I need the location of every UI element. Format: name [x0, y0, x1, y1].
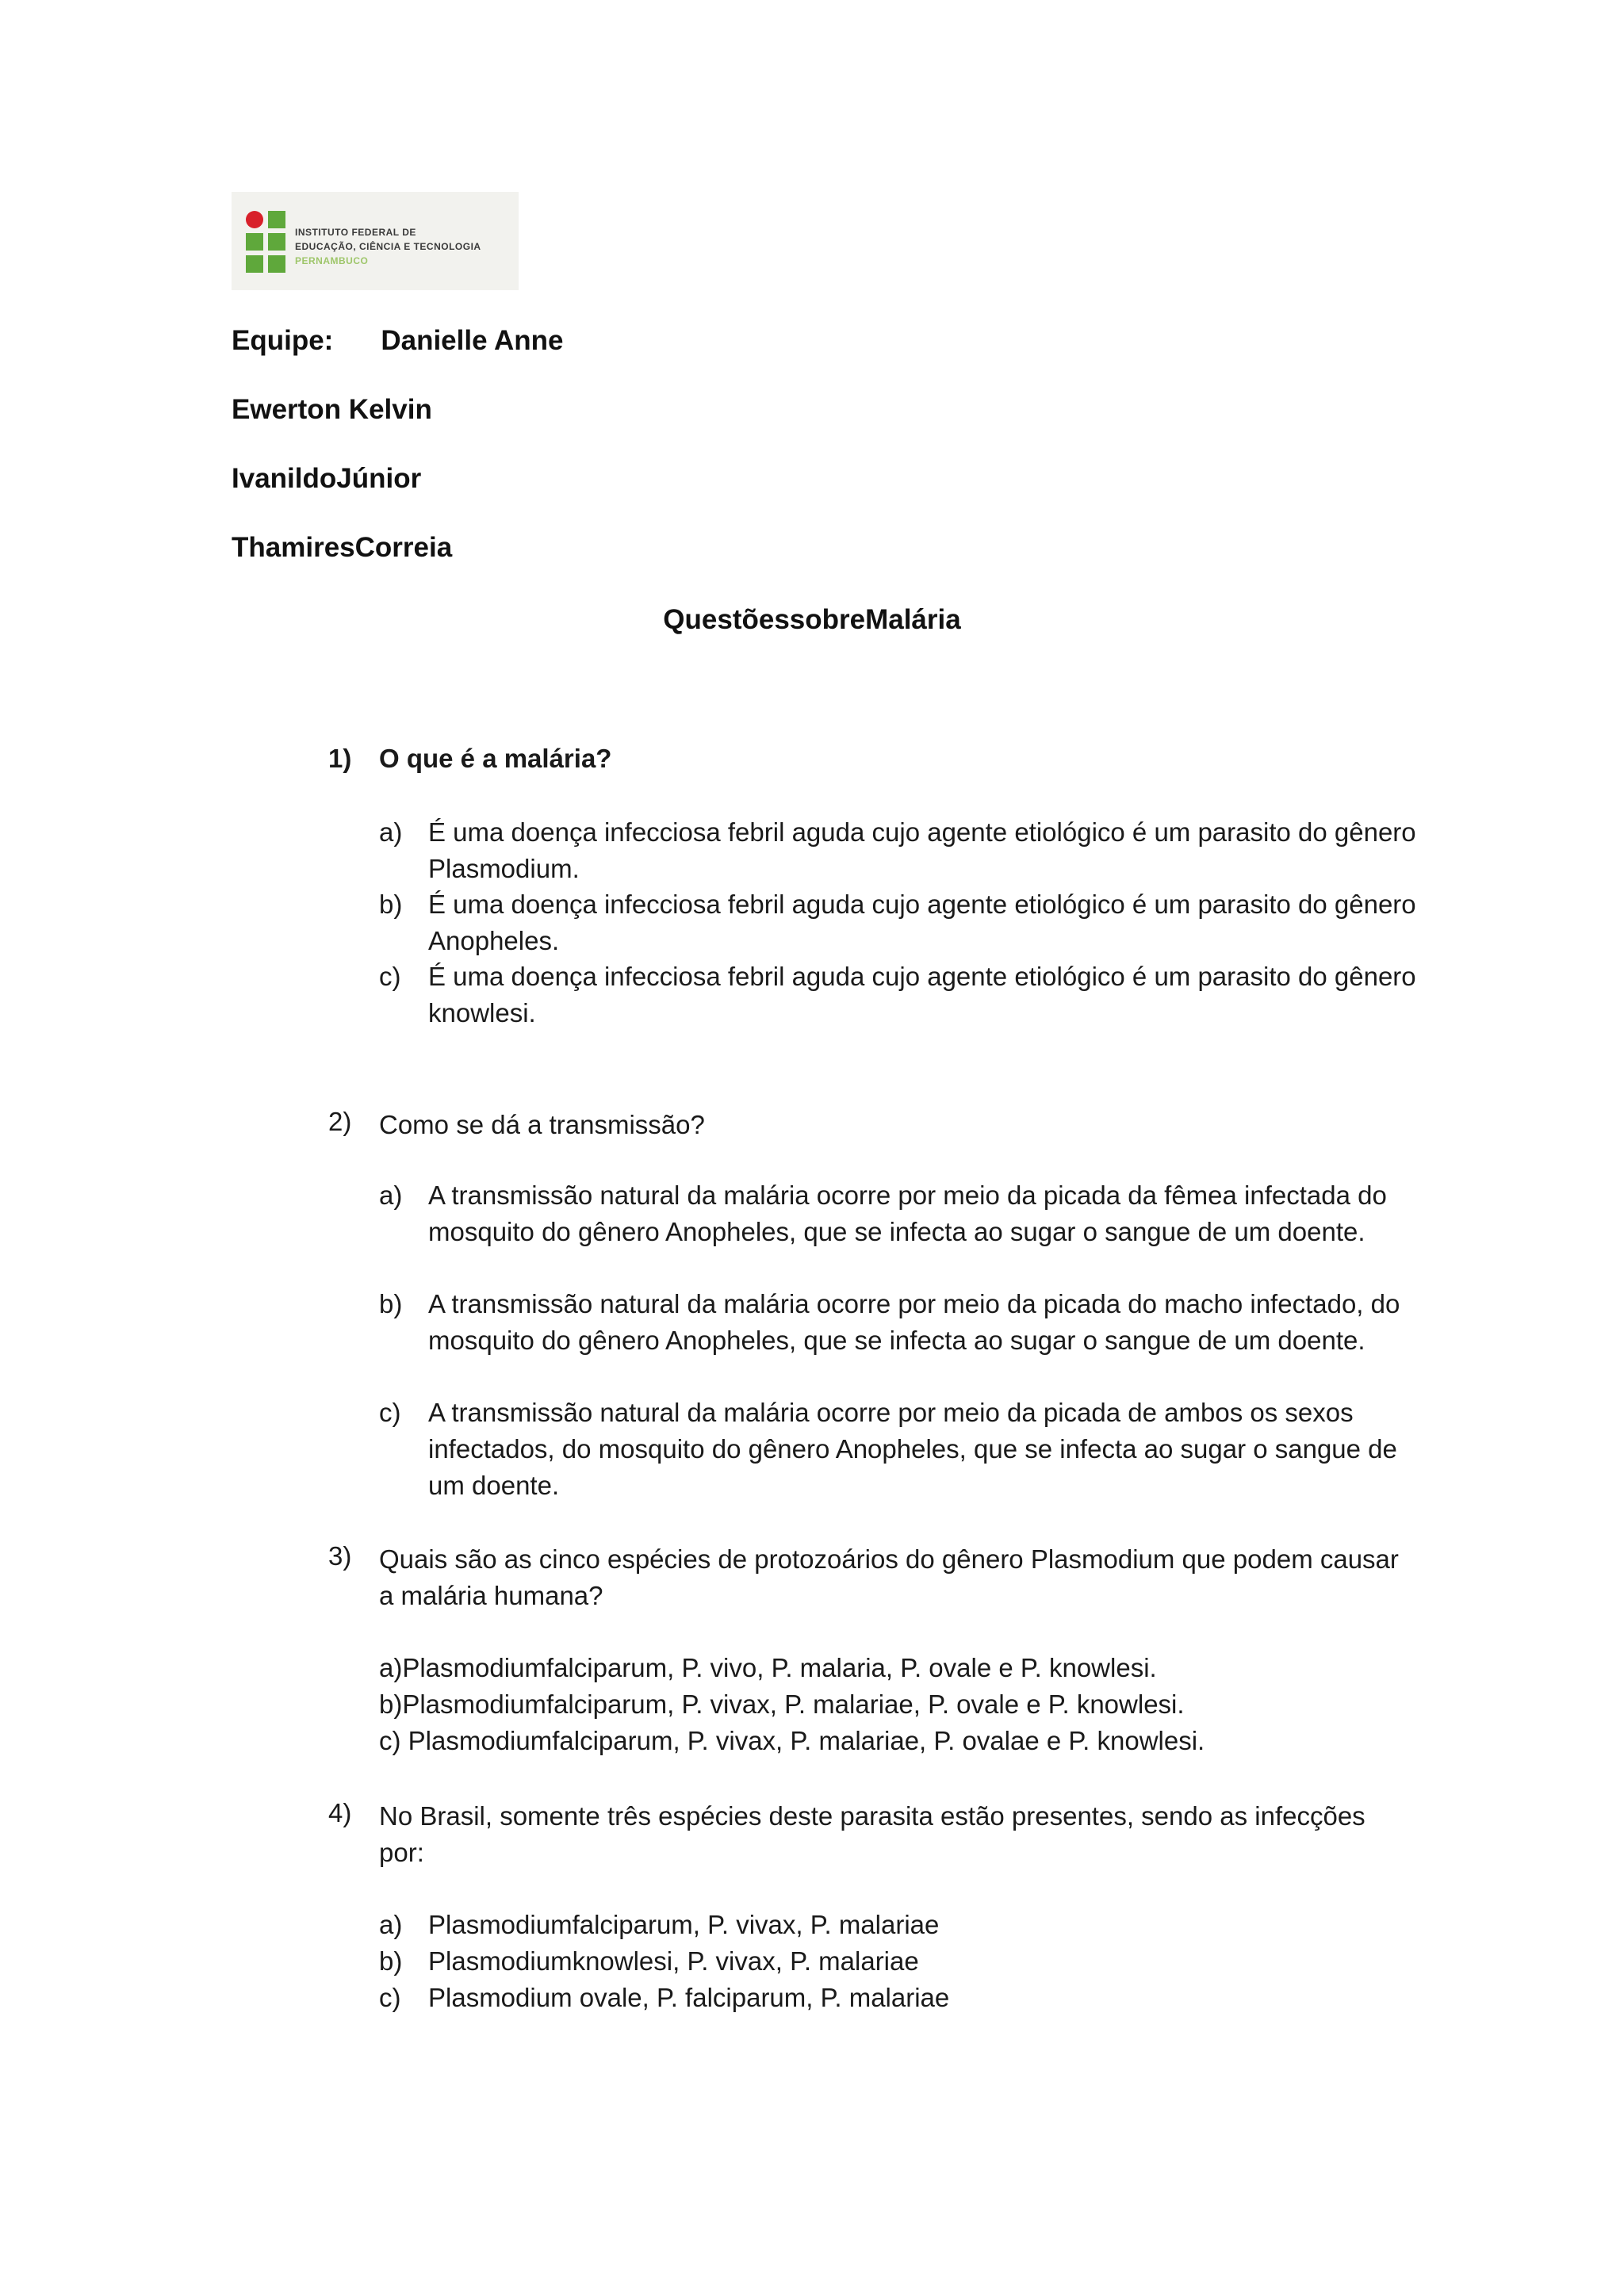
question-number: 3): [328, 1541, 352, 1571]
answer-option: [379, 1650, 1418, 1686]
question-text: O que é a malária?: [379, 744, 612, 773]
team-line: [232, 325, 563, 357]
logo-text-line3: PERNAMBUCO: [295, 255, 369, 266]
option-label: b): [379, 1946, 403, 1976]
answer-option: [379, 814, 1418, 887]
logo-square: [268, 233, 285, 251]
option-text: Plasmodiumfalciparum, P. vivax, P. malariae: [428, 1910, 940, 1939]
question-text: Quais são as cinco espécies de protozoários do gênero Plasmodium que podem causar a malária humana?: [379, 1544, 1399, 1610]
option-text: A transmissão natural da malária ocorre por meio da picada de ambos os sexos infectados, do mosquito do gênero Anopheles, que se infecta ao sugar o sangue de um doente.: [428, 1398, 1397, 1500]
answer-option: [379, 959, 1418, 1031]
answer-option: [379, 1395, 1418, 1504]
member-name: ThamiresCorreia: [232, 532, 453, 563]
option-text: A transmissão natural da malária ocorre por meio da picada da fêmea infectada do mosquito do gênero Anopheles, que se infecta ao sugar o sangue de um doente.: [428, 1181, 1387, 1246]
answer-option: [379, 1907, 1418, 1943]
answer-option: [379, 886, 1418, 959]
logo-text-line2: EDUCAÇÃO, CIÊNCIA E TECNOLOGIA: [295, 241, 481, 252]
option-label: c): [379, 1983, 401, 2012]
question-number: 4): [328, 1798, 352, 1827]
option-text: b)Plasmodiumfalciparum, P. vivax, P. malariae, P. ovale e P. knowlesi.: [379, 1689, 1185, 1719]
option-text: a)Plasmodiumfalciparum, P. vivo, P. malaria, P. ovale e P. knowlesi.: [379, 1653, 1157, 1682]
question-number: 1): [328, 744, 352, 773]
logo-square: [268, 255, 285, 273]
question-number: 2): [328, 1107, 352, 1136]
option-label: a): [379, 1181, 403, 1210]
logo-square: [246, 255, 263, 273]
answer-option: [379, 1177, 1418, 1250]
option-label: a): [379, 817, 403, 847]
member-name: Danielle Anne: [381, 325, 564, 356]
logo-square: [268, 211, 285, 228]
option-text: A transmissão natural da malária ocorre por meio da picada do macho infectado, do mosquito do gênero Anopheles, que se infecta ao sugar o sangue de um doente.: [428, 1289, 1400, 1355]
option-label: c): [379, 1398, 401, 1427]
answer-option: [379, 1980, 1418, 2016]
member-name: IvanildoJúnior: [232, 463, 422, 494]
option-text: c) Plasmodiumfalciparum, P. vivax, P. malariae, P. ovalae e P. knowlesi.: [379, 1726, 1205, 1755]
answer-option: [379, 1943, 1418, 1980]
option-text: É uma doença infecciosa febril aguda cujo agente etiológico é um parasito do gênero Anopheles.: [428, 890, 1416, 955]
logo-red-dot: [246, 211, 263, 228]
option-text: Plasmodium ovale, P. falciparum, P. malariae: [428, 1983, 950, 2012]
option-text: É uma doença infecciosa febril aguda cujo agente etiológico é um parasito do gênero Plasmodium.: [428, 817, 1416, 883]
option-label: a): [379, 1910, 403, 1939]
page-title: QuestõessobreMalária: [663, 604, 961, 635]
question-text: Como se dá a transmissão?: [379, 1110, 705, 1139]
answer-option: [379, 1723, 1418, 1759]
logo-text-line1: INSTITUTO FEDERAL DE: [295, 227, 416, 238]
member-name: Ewerton Kelvin: [232, 394, 432, 425]
equipe-label: Equipe:: [232, 325, 334, 356]
option-label: c): [379, 962, 401, 991]
option-label: b): [379, 1289, 403, 1318]
option-text: É uma doença infecciosa febril aguda cujo agente etiológico é um parasito do gênero knowlesi.: [428, 962, 1416, 1027]
institution-logo: [232, 192, 519, 290]
answer-option: [379, 1286, 1418, 1359]
logo-square: [246, 233, 263, 251]
option-label: b): [379, 890, 403, 919]
option-text: Plasmodiumknowlesi, P. vivax, P. malariae: [428, 1946, 919, 1976]
question-text: No Brasil, somente três espécies deste parasita estão presentes, sendo as infecções por:: [379, 1801, 1365, 1867]
answer-option: [379, 1686, 1418, 1723]
